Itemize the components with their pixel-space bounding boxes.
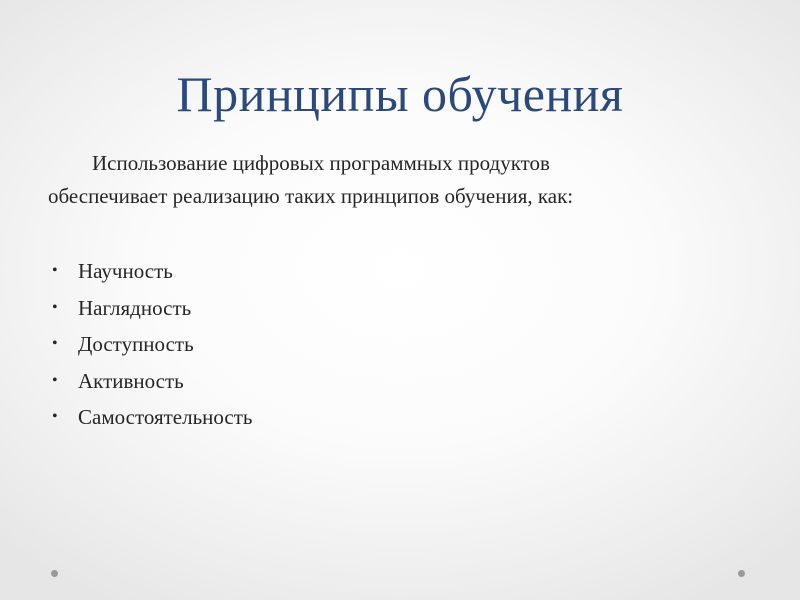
list-item-label: Научность bbox=[78, 259, 173, 283]
slide-title: Принципы обучения bbox=[176, 66, 624, 122]
list-item-naglyadnost bbox=[46, 290, 253, 327]
list-item-label: Доступность bbox=[78, 332, 194, 356]
list-item-nauchnost bbox=[46, 253, 253, 290]
bullet-icon: • bbox=[52, 408, 58, 425]
bullet-icon: • bbox=[52, 371, 58, 389]
list-item-aktivnost bbox=[46, 363, 253, 400]
intro-line-2: обеспечивает реализацию таких принципов обучения, как: bbox=[48, 184, 574, 208]
corner-dot-right-icon bbox=[738, 570, 745, 577]
bullet-icon: • bbox=[52, 335, 58, 352]
bullet-icon: • bbox=[52, 262, 58, 279]
intro-paragraph bbox=[48, 147, 748, 213]
list-item-label: Самостоятельность bbox=[78, 405, 253, 429]
list-item-samostoyatelnost bbox=[46, 399, 253, 436]
list-item-label: Активность bbox=[78, 368, 184, 393]
bullet-icon: • bbox=[52, 298, 58, 316]
principles-list bbox=[46, 253, 253, 436]
list-item-label: Наглядность bbox=[78, 295, 192, 320]
intro-line-1: Использование цифровых программных продуктов bbox=[92, 151, 550, 175]
corner-dot-left-icon bbox=[51, 570, 58, 577]
list-item-dostupnost bbox=[46, 326, 253, 363]
